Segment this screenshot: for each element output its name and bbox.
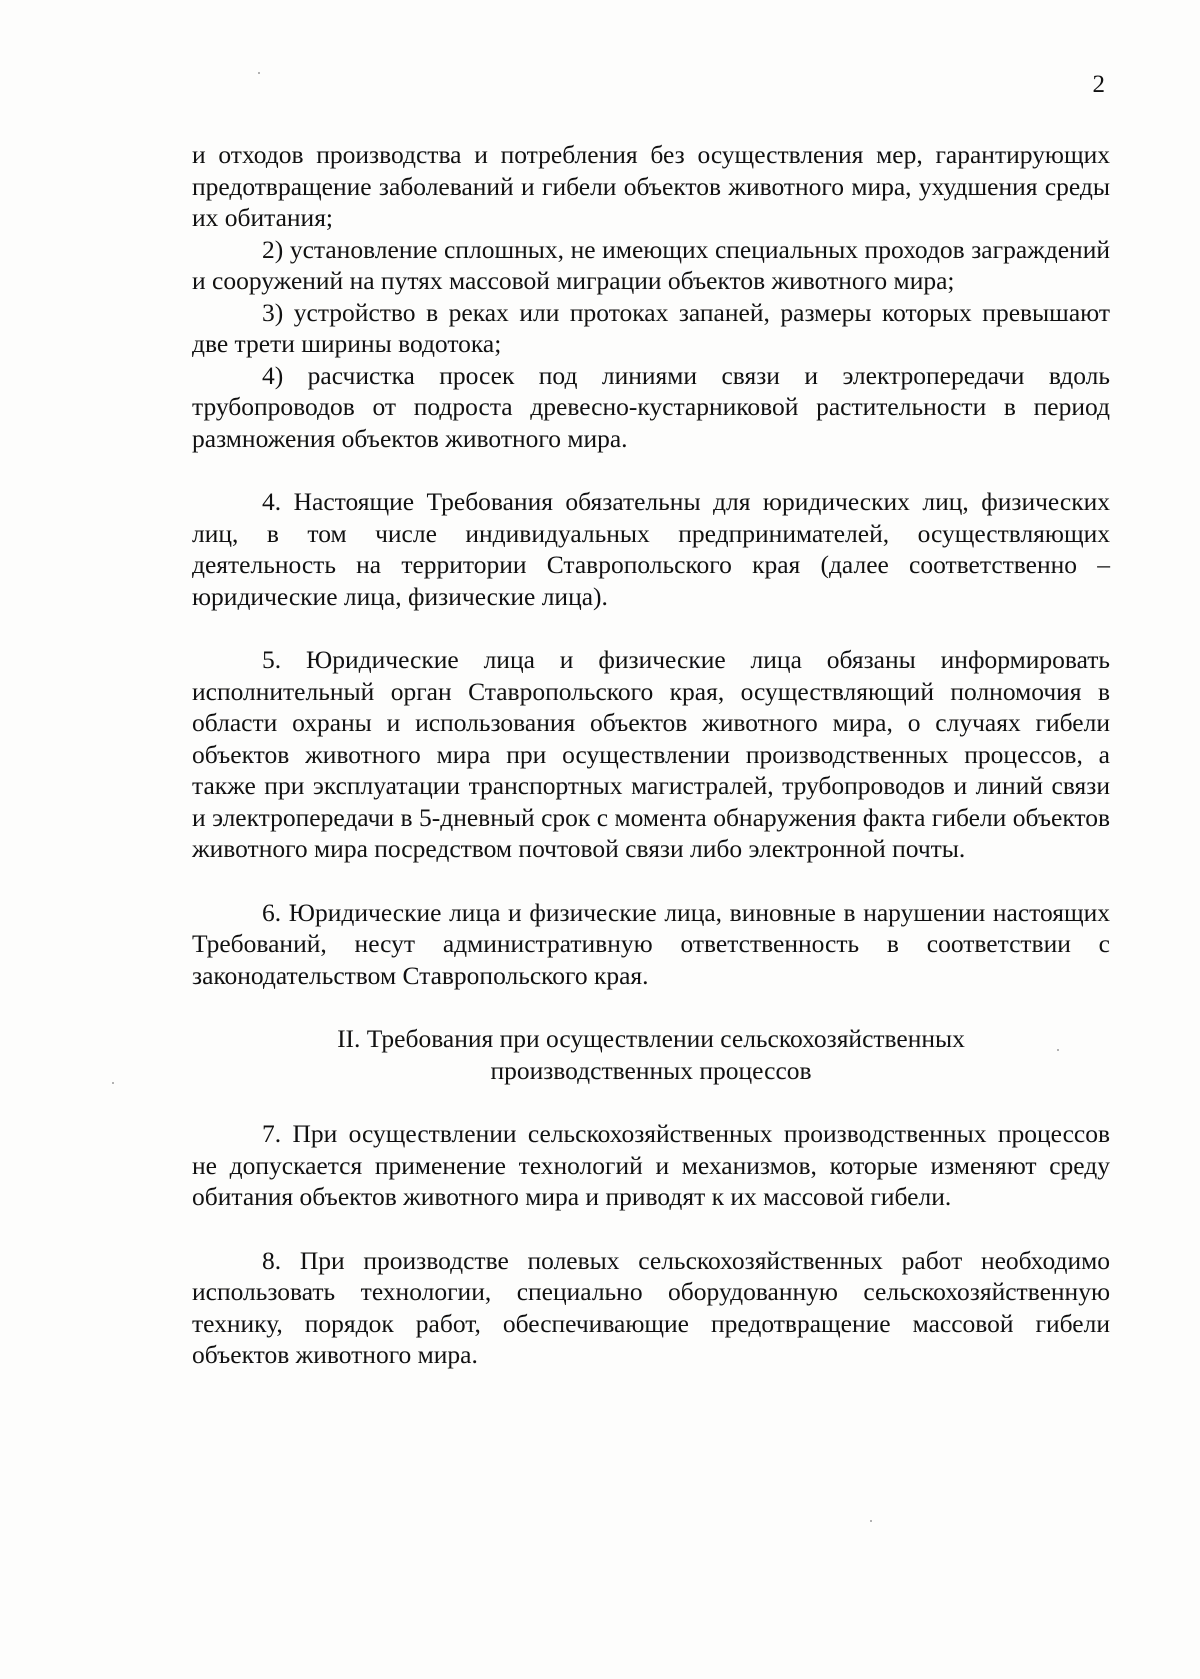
- scan-speck: [112, 1082, 114, 1084]
- clause-7: 7. При осуществлении сельскохозяйственных производственных процессов не допускается применение технологий и механизмов, которые изменяют среду обитания объектов животного мира и приводят к их массовой гибели.: [192, 1119, 1110, 1211]
- clause-4: 4. Настоящие Требования обязательны для юридических лиц, физических лиц, в том числе индивидуальных предпринимателей, осуществляющих деятельность на территории Ставропольского края (далее соответственно – юридические лица, физические лица).: [192, 487, 1110, 611]
- list-item-4: 4) расчистка просек под линиями связи и электропередачи вдоль трубопроводов от подроста древесно-кустарниковой растительности в период размножения объектов животного мира.: [192, 360, 1110, 453]
- section-heading: II. Требования при осуществлении сельскохозяйственных производственных процессов: [337, 1024, 965, 1085]
- scan-speck: [258, 72, 260, 74]
- page-number: 2: [1092, 71, 1105, 98]
- paragraph-continuation: и отходов производства и потребления без осуществления мер, гарантирующих предотвращение заболеваний и гибели объектов животного мира, ухудшения среды их обитания;: [192, 140, 1110, 232]
- clause-8: 8. При производстве полевых сельскохозяйственных работ необходимо использовать технологии, специально оборудованную сельскохозяйственную технику, порядок работ, обеспечивающие предотвращение массовой гибели объектов животного мира.: [192, 1245, 1110, 1369]
- list-item-3: 3) устройство в реках или протоках запаней, размеры которых превышают две трети ширины водотока;: [192, 297, 1110, 358]
- clause-6: 6. Юридические лица и физические лица, виновные в нарушении настоящих Требований, несут административную ответственность в соответствии с законодательством Ставропольского края.: [192, 897, 1110, 990]
- clause-5: 5. Юридические лица и физические лица обязаны информировать исполнительный орган Ставропольского края, осуществляющий полномочия в области охраны и использования объектов животного мира, о случаях гибели объектов животного мира при осуществлении производственных процессов, а также при эксплуатации транспортных магистралей, трубопроводов и линий связи и электропередачи в 5-дневный срок с момента обнаружения факта гибели объектов животного мира посредством почтовой связи либо электронной почты.: [192, 645, 1110, 863]
- document-body: [192, 139, 1110, 1371]
- scan-speck: [870, 1520, 872, 1522]
- list-item-2: 2) установление сплошных, не имеющих специальных проходов заграждений и сооружений на путях массовой миграции объектов животного мира;: [192, 234, 1110, 295]
